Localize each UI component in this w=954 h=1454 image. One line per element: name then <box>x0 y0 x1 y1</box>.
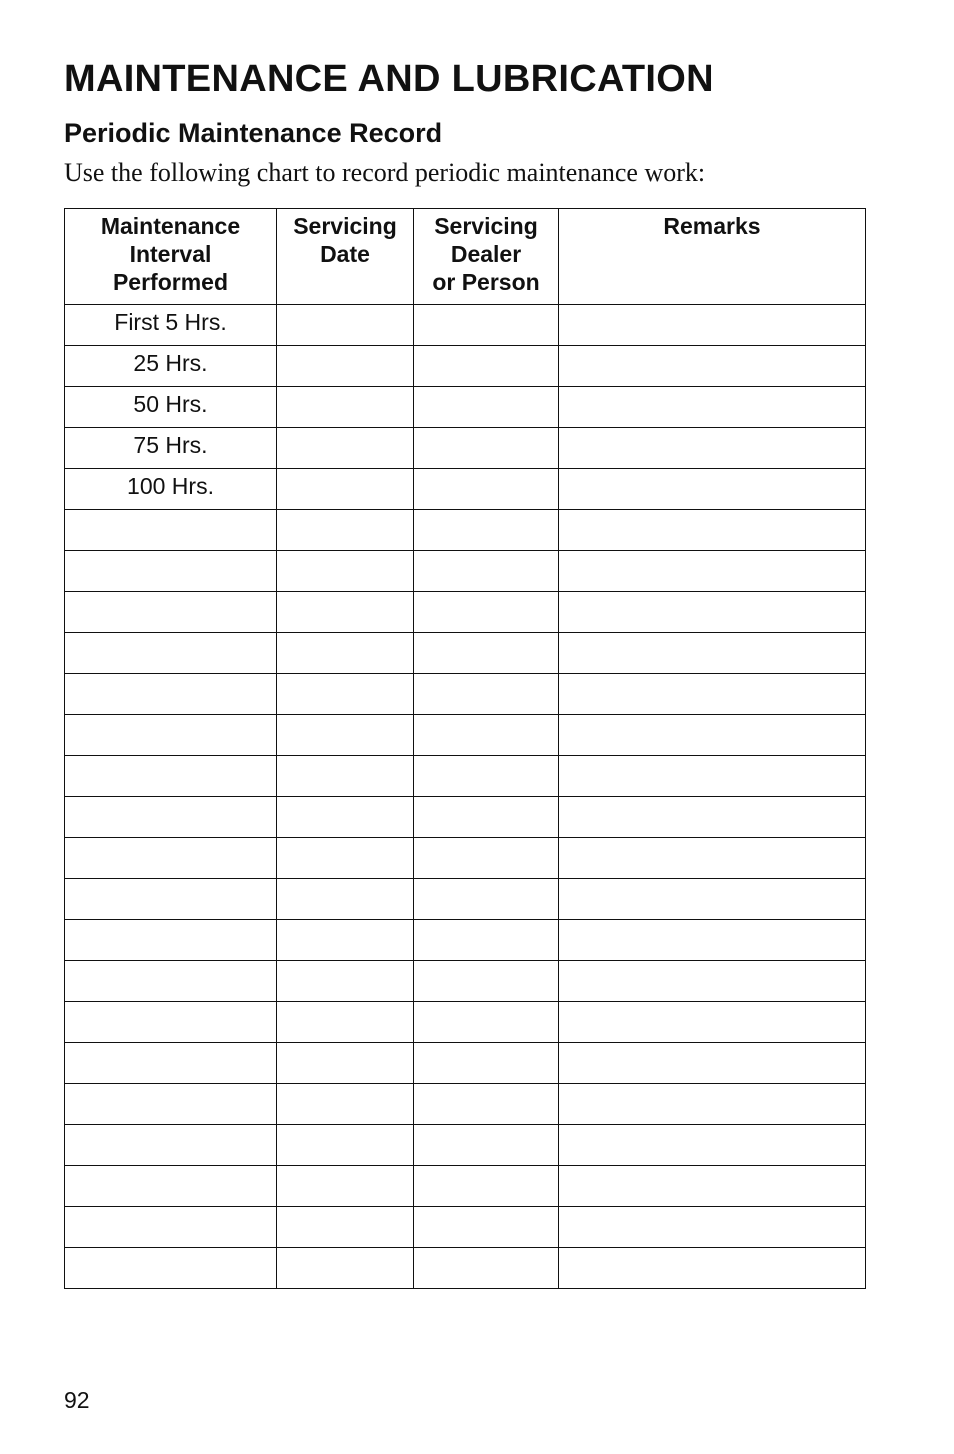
table-row <box>65 1248 866 1289</box>
dealer-cell <box>414 1166 559 1207</box>
interval-cell <box>65 592 277 633</box>
dealer-cell <box>414 387 559 428</box>
table-row <box>65 1043 866 1084</box>
remarks-cell <box>559 797 866 838</box>
remarks-cell <box>559 510 866 551</box>
date-cell <box>277 428 414 469</box>
interval-cell <box>65 1248 277 1289</box>
date-cell <box>277 715 414 756</box>
interval-cell <box>65 756 277 797</box>
column-header-remarks: Remarks <box>559 209 866 305</box>
date-cell <box>277 346 414 387</box>
interval-cell: 75 Hrs. <box>65 428 277 469</box>
date-cell <box>277 305 414 346</box>
interval-cell <box>65 838 277 879</box>
remarks-cell <box>559 1125 866 1166</box>
date-cell <box>277 1125 414 1166</box>
date-cell <box>277 674 414 715</box>
column-header-interval: Maintenance Interval Performed <box>65 209 277 305</box>
interval-cell <box>65 1084 277 1125</box>
dealer-cell <box>414 346 559 387</box>
dealer-cell <box>414 756 559 797</box>
table-row <box>65 592 866 633</box>
dealer-cell <box>414 715 559 756</box>
date-cell <box>277 510 414 551</box>
remarks-cell <box>559 879 866 920</box>
interval-cell <box>65 715 277 756</box>
table-row <box>65 1084 866 1125</box>
date-cell <box>277 387 414 428</box>
date-cell <box>277 469 414 510</box>
interval-cell <box>65 1043 277 1084</box>
date-cell <box>277 1043 414 1084</box>
date-cell <box>277 592 414 633</box>
interval-cell <box>65 633 277 674</box>
remarks-cell <box>559 428 866 469</box>
interval-cell: 50 Hrs. <box>65 387 277 428</box>
interval-cell <box>65 1125 277 1166</box>
table-row <box>65 1207 866 1248</box>
date-cell <box>277 920 414 961</box>
interval-cell <box>65 510 277 551</box>
date-cell <box>277 1248 414 1289</box>
table-row <box>65 305 866 346</box>
table-row <box>65 715 866 756</box>
interval-cell <box>65 961 277 1002</box>
interval-cell <box>65 551 277 592</box>
remarks-cell <box>559 387 866 428</box>
column-header-dealer: Servicing Dealer or Person <box>414 209 559 305</box>
remarks-cell <box>559 1084 866 1125</box>
page-number: 92 <box>64 1387 90 1413</box>
remarks-cell <box>559 1248 866 1289</box>
remarks-cell <box>559 961 866 1002</box>
remarks-cell <box>559 551 866 592</box>
remarks-cell <box>559 1166 866 1207</box>
dealer-cell <box>414 920 559 961</box>
table-row <box>65 633 866 674</box>
remarks-cell <box>559 1043 866 1084</box>
date-cell <box>277 633 414 674</box>
table-row <box>65 387 866 428</box>
remarks-cell <box>559 1207 866 1248</box>
remarks-cell <box>559 1002 866 1043</box>
interval-cell: 100 Hrs. <box>65 469 277 510</box>
interval-cell <box>65 1207 277 1248</box>
table-row <box>65 428 866 469</box>
remarks-cell <box>559 715 866 756</box>
remarks-cell <box>559 346 866 387</box>
dealer-cell <box>414 1084 559 1125</box>
dealer-cell <box>414 961 559 1002</box>
date-cell <box>277 756 414 797</box>
date-cell <box>277 961 414 1002</box>
dealer-cell <box>414 510 559 551</box>
dealer-cell <box>414 633 559 674</box>
table-row <box>65 346 866 387</box>
table-row <box>65 961 866 1002</box>
remarks-cell <box>559 838 866 879</box>
table-row <box>65 469 866 510</box>
dealer-cell <box>414 797 559 838</box>
table-row <box>65 551 866 592</box>
dealer-cell <box>414 1002 559 1043</box>
date-cell <box>277 1084 414 1125</box>
table-row <box>65 1166 866 1207</box>
table-row <box>65 879 866 920</box>
interval-cell: First 5 Hrs. <box>65 305 277 346</box>
dealer-cell <box>414 838 559 879</box>
remarks-cell <box>559 756 866 797</box>
dealer-cell <box>414 1207 559 1248</box>
table-row <box>65 674 866 715</box>
date-cell <box>277 838 414 879</box>
table-row <box>65 756 866 797</box>
dealer-cell <box>414 879 559 920</box>
table-header-row <box>65 209 866 305</box>
date-cell <box>277 797 414 838</box>
dealer-cell <box>414 1248 559 1289</box>
dealer-cell <box>414 305 559 346</box>
interval-cell <box>65 797 277 838</box>
dealer-cell <box>414 551 559 592</box>
remarks-cell <box>559 592 866 633</box>
maintenance-record-table <box>64 208 866 1289</box>
interval-cell <box>65 879 277 920</box>
date-cell <box>277 879 414 920</box>
table-row <box>65 838 866 879</box>
dealer-cell <box>414 592 559 633</box>
section-title: Periodic Maintenance Record <box>64 118 443 148</box>
remarks-cell <box>559 633 866 674</box>
date-cell <box>277 551 414 592</box>
interval-cell <box>65 1166 277 1207</box>
interval-cell: 25 Hrs. <box>65 346 277 387</box>
interval-cell <box>65 1002 277 1043</box>
column-header-date: Servicing Date <box>277 209 414 305</box>
table-body <box>65 305 866 1289</box>
dealer-cell <box>414 469 559 510</box>
dealer-cell <box>414 428 559 469</box>
remarks-cell <box>559 305 866 346</box>
page-title: MAINTENANCE AND LUBRICATION <box>64 58 714 100</box>
interval-cell <box>65 920 277 961</box>
dealer-cell <box>414 1043 559 1084</box>
table-row <box>65 920 866 961</box>
intro-text: Use the following chart to record periodic maintenance work: <box>64 158 706 187</box>
table-row <box>65 510 866 551</box>
remarks-cell <box>559 674 866 715</box>
dealer-cell <box>414 1125 559 1166</box>
table-row <box>65 797 866 838</box>
remarks-cell <box>559 920 866 961</box>
interval-cell <box>65 674 277 715</box>
table-row <box>65 1125 866 1166</box>
date-cell <box>277 1002 414 1043</box>
remarks-cell <box>559 469 866 510</box>
dealer-cell <box>414 674 559 715</box>
date-cell <box>277 1166 414 1207</box>
table-row <box>65 1002 866 1043</box>
date-cell <box>277 1207 414 1248</box>
